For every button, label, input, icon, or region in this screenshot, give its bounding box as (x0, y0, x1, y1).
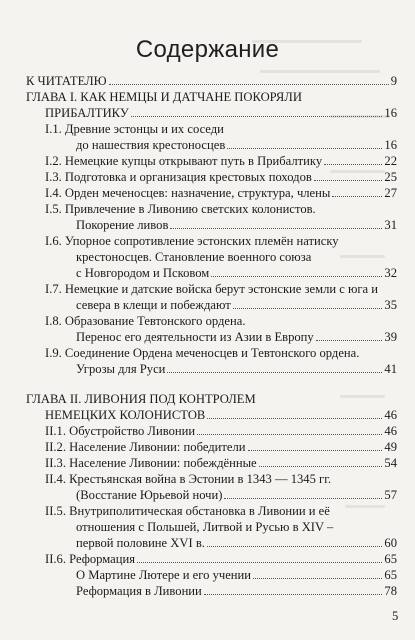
toc-entry (45, 169, 397, 185)
toc-entry-title: I.7. Немецкие и датские войска берут эстонские земли с юга и (45, 282, 379, 296)
toc-entry (45, 503, 330, 519)
toc-entry (26, 391, 256, 407)
toc-entry-title: Реформация в Ливонии (76, 584, 202, 598)
toc-entry-title: II.3. Население Ливонии: побеждённые (45, 456, 257, 470)
toc-entry (26, 73, 397, 89)
dot-leader (224, 488, 382, 499)
toc-entry (76, 217, 397, 233)
toc-entry-title: (Восстание Юрьевой ночи) (76, 488, 223, 502)
toc-entry-page: 60 (384, 536, 397, 550)
toc-entry (76, 297, 397, 313)
dot-leader (248, 440, 383, 451)
toc-entry-page: 22 (384, 154, 397, 168)
toc-entry-title: ГЛАВА II. ЛИВОНИЯ ПОД КОНТРОЛЕМ (26, 392, 256, 406)
toc-entry-title: с Новгородом и Псковом (76, 266, 210, 280)
toc-entry (76, 249, 311, 265)
toc-entry (76, 361, 397, 377)
dot-leader (253, 568, 382, 579)
dot-leader (207, 536, 382, 547)
toc-entry-title: О Мартине Лютере и его учении (76, 568, 252, 582)
page-title: Содержание (135, 36, 280, 63)
toc-entry (45, 185, 397, 201)
toc-entry-title: Угрозы для Руси (76, 362, 166, 376)
toc-entry (76, 583, 397, 599)
dot-leader (109, 74, 389, 85)
dot-leader (259, 456, 383, 467)
toc-entry-page: 32 (384, 266, 397, 280)
toc-entry-title: ГЛАВА I. КАК НЕМЦЫ И ДАТЧАНЕ ПОКОРЯЛИ (26, 90, 302, 104)
dot-leader (207, 408, 382, 419)
toc-entry (45, 233, 339, 249)
toc-entry-page: 25 (384, 170, 397, 184)
dot-leader (197, 424, 382, 435)
toc-entry (45, 423, 397, 439)
toc-entry-title: первой половине XVI в. (76, 536, 205, 550)
dot-leader (233, 298, 383, 309)
page-number: 5 (392, 609, 399, 623)
dot-leader (137, 552, 382, 563)
toc-entry-page: 31 (384, 218, 397, 232)
dot-leader (314, 170, 383, 181)
toc-entry-title: НЕМЕЦКИХ КОЛОНИСТОВ (45, 408, 206, 422)
toc-entry (45, 281, 378, 297)
toc-entry-title: Покорение ливов (76, 218, 169, 232)
dot-leader (167, 362, 382, 373)
dot-leader (204, 584, 383, 595)
toc-entry (45, 105, 397, 121)
toc-entry (76, 567, 397, 583)
toc-entry-title: I.1. Древние эстонцы и их соседи (45, 122, 224, 136)
toc-entry-title: отношения с Польшей, Литвой и Русью в XIV – (76, 520, 334, 534)
toc-entry-page: 35 (384, 298, 397, 312)
dot-leader (170, 218, 382, 229)
toc-entry-page: 16 (384, 106, 397, 120)
toc-entry-title: I.6. Упорное сопротивление эстонских племён натиску (45, 234, 339, 248)
toc-entry (76, 535, 397, 551)
toc-entry (45, 313, 245, 329)
toc-entry-page: 41 (384, 362, 397, 376)
toc-entry-title: до нашествия крестоносцев (76, 138, 226, 152)
dot-leader (131, 106, 383, 117)
toc-entry-title: II.1. Обустройство Ливонии (45, 424, 196, 438)
dot-leader (316, 330, 383, 341)
toc-entry (76, 487, 397, 503)
toc-entry-title: I.9. Соединение Ордена меченосцев и Тевтонского ордена. (45, 346, 360, 360)
toc-entry-page: 39 (384, 330, 397, 344)
toc-entry (45, 407, 397, 423)
toc-entry-page: 49 (384, 440, 397, 454)
dot-leader (227, 138, 382, 149)
toc-entry-title: I.4. Орден меченосцев: назначение, структура, члены (45, 186, 331, 200)
toc-entry-page: 9 (390, 74, 397, 88)
dot-leader (332, 186, 382, 197)
toc-entry (76, 519, 333, 535)
bleed-through-line (340, 255, 385, 258)
toc-entry (45, 439, 397, 455)
toc-entry-title: II.5. Внутриполитическая обстановка в Ливонии и её (45, 504, 330, 518)
toc-entry-page: 46 (384, 424, 397, 438)
toc-entry (45, 153, 397, 169)
toc-entry (45, 455, 397, 471)
toc-entry-page: 65 (384, 568, 397, 582)
toc-entry-title: крестоносцев. Становление военного союза (76, 250, 312, 264)
toc-entry-title: II.6. Реформация (45, 552, 136, 566)
toc-entry-title: I.2. Немецкие купцы открывают путь в Прибалтику (45, 154, 323, 168)
toc-entry-title: II.2. Население Ливонии: победители (45, 440, 246, 454)
toc-entry (45, 471, 331, 487)
toc-entry (45, 121, 224, 137)
toc-entry (76, 329, 397, 345)
dot-leader (211, 266, 382, 277)
toc-entry-page: 78 (384, 584, 397, 598)
toc-entry (45, 345, 359, 361)
bleed-through-line (340, 395, 385, 398)
toc-entry-page: 65 (384, 552, 397, 566)
toc-entry-title: севера в клещи и побеждают (76, 298, 231, 312)
toc-entry-page: 27 (384, 186, 397, 200)
toc-entry-page: 16 (384, 138, 397, 152)
toc-entry-page: 57 (384, 488, 397, 502)
toc-entry-title: Перенос его деятельности из Азии в Европу (76, 330, 314, 344)
toc-entry-title: I.8. Образование Тевтонского ордена. (45, 314, 246, 328)
toc-entry-page: 54 (384, 456, 397, 470)
toc-entry (76, 137, 397, 153)
toc-entry (45, 551, 397, 567)
toc-entry-title: II.4. Крестьянская война в Эстонии в 1343 — 1345 гг. (45, 472, 332, 486)
toc-entry-page: 46 (384, 408, 397, 422)
bleed-through-line (345, 505, 385, 508)
toc-entry-title: I.3. Подготовка и организация крестовых походов (45, 170, 312, 184)
toc-entry-title: ПРИБАЛТИКУ (45, 106, 129, 120)
toc-entry (26, 89, 302, 105)
toc-entry-title: К ЧИТАТЕЛЮ (26, 74, 107, 88)
toc-entry-title: I.5. Привлечение в Ливонию светских колонистов. (45, 202, 316, 216)
dot-leader (324, 154, 382, 165)
toc-entry (76, 265, 397, 281)
toc-entry (45, 201, 316, 217)
